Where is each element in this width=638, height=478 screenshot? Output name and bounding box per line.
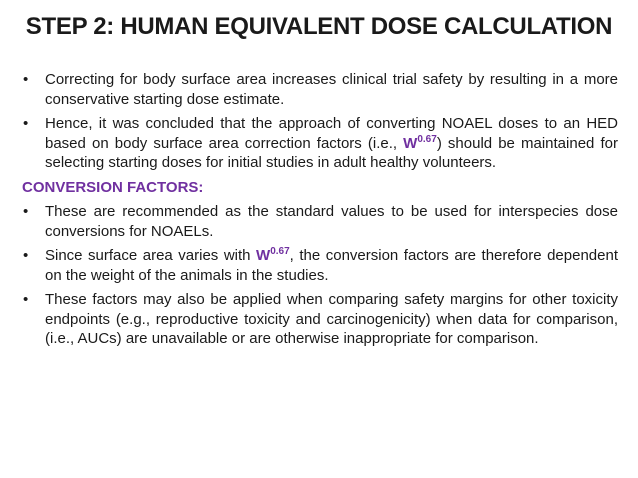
formula-w — [256, 247, 290, 264]
formula-base: W — [403, 134, 418, 152]
bullet-text: Since surface area varies with — [45, 247, 257, 264]
bullet-item — [22, 246, 618, 285]
section-heading: CONVERSION FACTORS: — [22, 178, 204, 196]
bullet-marker: • — [23, 115, 29, 132]
formula-base: W — [256, 247, 271, 264]
slide-title: STEP 2: HUMAN EQUIVALENT DOSE CALCULATION — [25, 13, 613, 40]
bullet-item — [22, 202, 618, 241]
bullet-item — [22, 290, 618, 349]
bullet-marker: • — [23, 247, 29, 264]
formula-exponent: 0.67 — [270, 246, 290, 257]
bullet-marker: • — [23, 71, 29, 88]
bullet-item — [22, 70, 618, 109]
bullet-text: These are recommended as the standard values to be used for interspecies dose conversions for NOAELs. — [45, 203, 618, 240]
bullet-item — [22, 114, 618, 173]
formula-exponent: 0.67 — [417, 133, 437, 145]
formula-w — [403, 135, 437, 152]
slide-content — [22, 70, 618, 354]
bullet-marker: • — [23, 203, 29, 220]
bullet-text: Correcting for body surface area increases clinical trial safety by resulting in a more conservative starting dose estimate. — [45, 71, 618, 108]
bullet-text-continued: ) should be maintained for selecting starting doses for initial studies in adult healthy volunteers. — [45, 134, 618, 171]
bullet-text: Hence, it was concluded that the approach of converting NOAEL doses to an HED based on body surface area correction factors (i.e., — [45, 115, 618, 152]
bullet-text-continued: , the conversion factors are therefore dependent on the weight of the animals in the studies. — [45, 247, 618, 284]
bullet-marker: • — [23, 291, 29, 308]
bullet-text: These factors may also be applied when comparing safety margins for other toxicity endpoints (e.g., reproductive toxicity and carcinogenicity) when data for comparison, (i.e., AUCs) are unavailable or are otherwise inappropriate for comparison. — [45, 291, 618, 347]
